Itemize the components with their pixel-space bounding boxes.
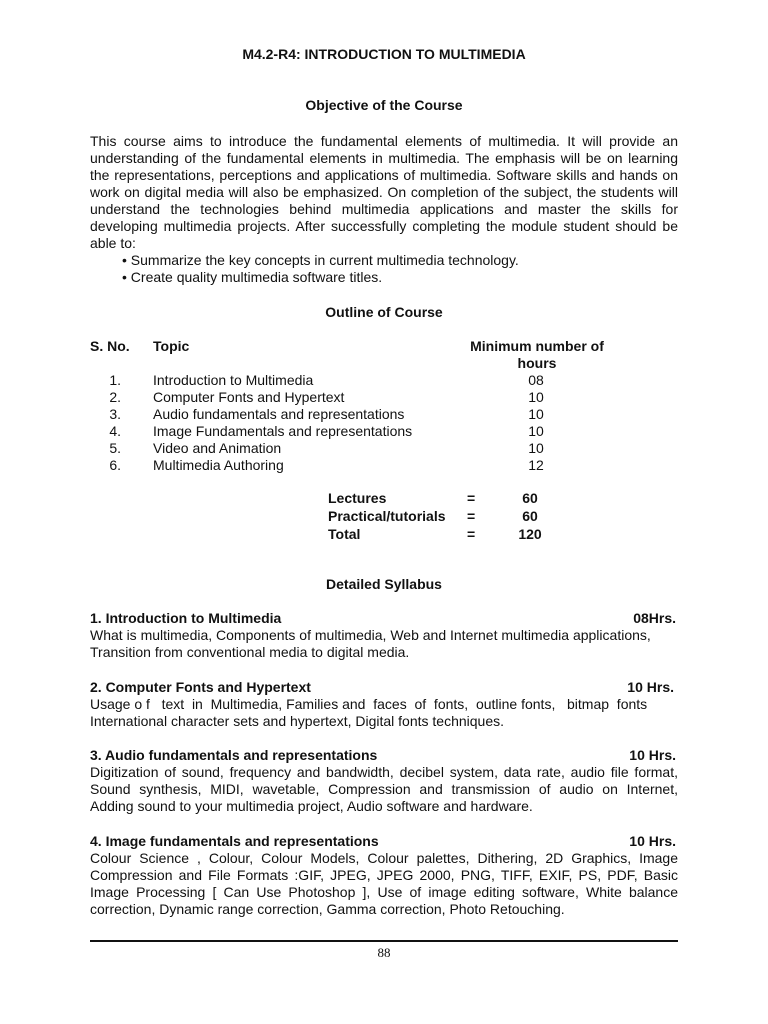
footer-rule (90, 940, 678, 942)
summary-row-practical (0, 508, 768, 525)
syllabus-section-header (90, 747, 678, 764)
syllabus-section-header (90, 679, 678, 696)
row-hours: 08 (528, 372, 544, 388)
section-line: Compression and File Formats :GIF, JPEG, JPEG 2000, PNG, TIFF, EXIF, PS, PDF, Basic (90, 867, 678, 883)
row-sno: 5. (109, 440, 121, 456)
row-hours: 12 (528, 457, 544, 473)
row-hours: 10 (528, 423, 544, 439)
table-row (90, 406, 678, 423)
summary-equals: = (467, 490, 476, 506)
summary-label: Total (328, 526, 361, 542)
row-sno: 4. (109, 423, 121, 439)
objective-paragraph: This course aims to introduce the fundamental elements of multimedia. It will provide an understanding of the fundamental elements in multimedia. The emphasis will be on learning the representations, perceptions and applications of multimedia. Software skills and hands on work on digital media will also be emphasized. On completion of the subject, the students will understand the technologies behind multimedia applications and master the skills for developing multimedia projects. After successfully completing the module student should be able to: (90, 133, 678, 251)
syllabus-heading: Detailed Syllabus (326, 576, 442, 592)
section-hours: 10 Hrs. (627, 679, 674, 695)
row-topic: Computer Fonts and Hypertext (153, 389, 345, 405)
summary-equals: = (467, 526, 476, 542)
section-line: correction, Dynamic range correction, Gamma correction, Photo Retouching. (90, 901, 565, 917)
outline-table-header (90, 338, 678, 355)
section-line: Sound synthesis, MIDI, wavetable, Compression and transmission of audio on Internet, (90, 781, 678, 797)
section-hours: 08Hrs. (633, 610, 676, 626)
section-line: What is multimedia, Components of multimedia, Web and Internet multimedia applications, (90, 627, 651, 643)
table-row (90, 372, 678, 389)
table-row (90, 457, 678, 474)
row-topic: Image Fundamentals and representations (153, 423, 413, 439)
section-line: Transition from conventional media to digital media. (90, 644, 410, 660)
objective-bullet: • Summarize the key concepts in current multimedia technology. (122, 252, 519, 268)
summary-value: 120 (518, 526, 542, 542)
column-header-sno: S. No. (90, 338, 130, 354)
row-sno: 1. (109, 372, 121, 388)
column-header-hours-2: hours (517, 355, 557, 371)
summary-value: 60 (522, 490, 538, 506)
row-sno: 2. (109, 389, 121, 405)
section-hours: 10 Hrs. (629, 747, 676, 763)
section-line: Digitization of sound, frequency and bandwidth, decibel system, data rate, audio file format, (90, 764, 678, 780)
outline-table-header-cont (90, 355, 678, 372)
summary-equals: = (467, 508, 476, 524)
section-line: Image Processing [ Can Use Photoshop ], Use of image editing software, White balance (90, 884, 678, 900)
section-line: Colour Science , Colour, Colour Models, Colour palettes, Dithering, 2D Graphics, Image (90, 850, 678, 866)
objective-bullet: • Create quality multimedia software titles. (122, 269, 383, 285)
section-title: 2. Computer Fonts and Hypertext (90, 679, 311, 695)
row-hours: 10 (528, 440, 544, 456)
objective-heading: Objective of the Course (305, 97, 463, 113)
section-title: 1. Introduction to Multimedia (90, 610, 282, 626)
outline-heading: Outline of Course (325, 304, 443, 320)
section-line: Adding sound to your multimedia project, Audio software and hardware. (90, 798, 533, 814)
syllabus-section-header (90, 610, 678, 627)
summary-row-total (0, 526, 768, 543)
page-number: 88 (377, 945, 391, 960)
row-hours: 10 (528, 389, 544, 405)
row-sno: 6. (109, 457, 121, 473)
row-topic: Introduction to Multimedia (153, 372, 314, 388)
syllabus-section-header (90, 833, 678, 850)
summary-label: Practical/tutorials (328, 508, 446, 524)
table-row (90, 440, 678, 457)
table-row (90, 389, 678, 406)
row-topic: Multimedia Authoring (153, 457, 284, 473)
section-hours: 10 Hrs. (629, 833, 676, 849)
summary-label: Lectures (328, 490, 387, 506)
page-title: M4.2-R4: INTRODUCTION TO MULTIMEDIA (242, 46, 526, 62)
row-sno: 3. (109, 406, 121, 422)
column-header-hours: Minimum number of (470, 338, 604, 354)
table-row (90, 423, 678, 440)
section-line: International character sets and hypertext, Digital fonts techniques. (90, 713, 505, 729)
column-header-topic: Topic (153, 338, 190, 354)
summary-row-lectures (0, 490, 768, 507)
section-line: Usage o f text in Multimedia, Families and faces of fonts, outline fonts, bitmap fonts (90, 696, 648, 712)
section-title: 3. Audio fundamentals and representations (90, 747, 378, 763)
summary-value: 60 (522, 508, 538, 524)
row-topic: Audio fundamentals and representations (153, 406, 405, 422)
section-title: 4. Image fundamentals and representations (90, 833, 379, 849)
row-topic: Video and Animation (153, 440, 282, 456)
row-hours: 10 (528, 406, 544, 422)
